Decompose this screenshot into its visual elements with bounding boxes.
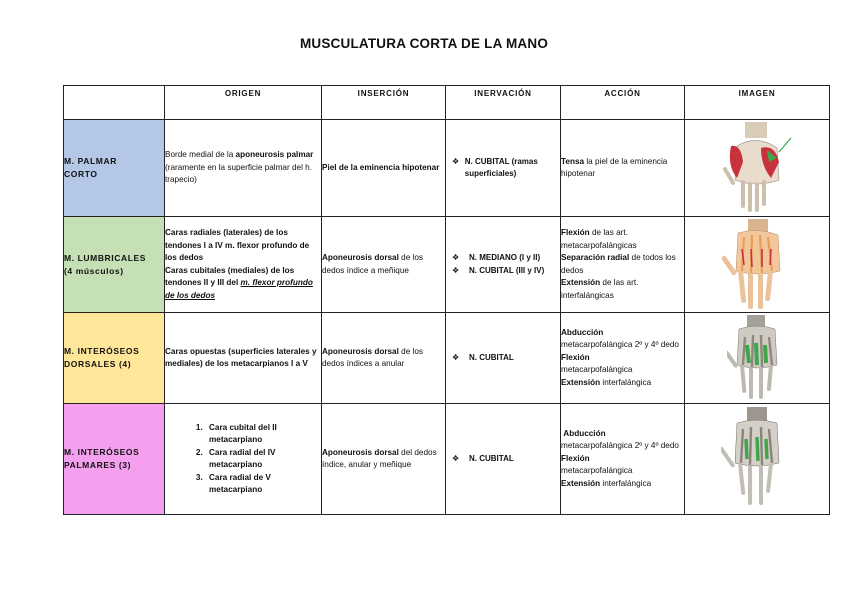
muscle-name: M. INTERÓSEOS — [64, 346, 140, 356]
origin-bold-text: Caras opuestas (superficies laterales y mediales) de los metacarpianos I a V — [165, 346, 317, 368]
action-bold-text: Abducción — [561, 327, 604, 337]
action-text-3: interfalángica — [600, 478, 652, 488]
nerve-item — [452, 252, 560, 265]
action-bold-text: Flexión — [561, 228, 590, 237]
list-item: 3. Cara radial de V metacarpiano — [205, 472, 321, 497]
origin-bold-text-2: Caras cubitales (mediales) de los tendones II y III del — [165, 265, 295, 287]
table-row — [64, 217, 830, 313]
action-text-3: de las art. interfalángicas — [561, 278, 639, 300]
muscle-name-sub: DORSALES (4) — [64, 359, 132, 369]
hand-palmar-brevis-icon — [717, 122, 797, 214]
list-item: 2. Cara radial del IV metacarpiano — [205, 447, 321, 472]
muscle-name-cell — [64, 120, 165, 217]
hand-lumbricals-icon — [722, 219, 792, 311]
nerve-text: N. CUBITAL — [469, 453, 514, 463]
muscle-name-sub: PALMARES (3) — [64, 460, 132, 470]
header-row — [64, 86, 830, 120]
hand-dorsal-interossei-icon — [727, 315, 787, 401]
action-text: metacarpofalángica 2º y 4º dedo — [561, 340, 679, 350]
action-bold-text-3: Extensión — [561, 478, 601, 488]
origin-bold-text: Caras radiales (laterales) de los tendones I a IV m. flexor profundo de los dedos — [165, 228, 310, 262]
insertion-text: de los dedos índices a anular — [322, 346, 424, 368]
action-text: la piel de la eminencia hipotenar — [561, 156, 668, 178]
diamond-bullet-icon: ❖ — [452, 352, 460, 362]
diamond-bullet-icon: ❖ — [452, 156, 460, 166]
nerve-cell — [446, 217, 561, 313]
origin-cell — [165, 120, 322, 217]
action-text: metacarpofalángica 2º y 4º dedo — [561, 441, 679, 451]
action-text-3: interfalángica — [600, 377, 652, 387]
nerve-text: N. CUBITAL (ramas superficiales) — [464, 156, 538, 178]
image-cell — [685, 313, 830, 404]
table-row — [64, 313, 830, 404]
insertion-cell — [322, 217, 446, 313]
action-bold-text-2: Flexión — [561, 352, 590, 362]
insertion-bold-text: Aponeurosis dorsal — [322, 447, 399, 457]
header-accion: ACCIÓN — [561, 86, 685, 120]
insertion-bold-text: Piel de la eminencia hipotenar — [322, 162, 440, 172]
page-title: MUSCULATURA CORTA DE LA MANO — [299, 36, 549, 51]
header-insercion: INSERCIÓN — [322, 86, 446, 120]
image-cell — [685, 120, 830, 217]
header-empty-cell — [64, 86, 165, 120]
muscle-name: M. PALMAR CORTO — [64, 156, 117, 179]
action-text-2: de todos los dedos — [561, 253, 676, 275]
action-cell — [561, 404, 685, 515]
nerve-text: N. CUBITAL (III y IV) — [469, 265, 545, 275]
nerve-cell — [446, 120, 561, 217]
insertion-cell — [322, 313, 446, 404]
image-cell — [685, 404, 830, 515]
action-bold-text: Abducción — [563, 428, 606, 438]
nerve-item — [452, 352, 560, 365]
origin-underlined-text: m. flexor profundo de los dedos — [165, 278, 313, 300]
nerve-item — [452, 265, 560, 278]
hand-palmar-interossei-icon — [721, 407, 793, 511]
muscle-name-cell — [64, 313, 165, 404]
origin-cell — [165, 217, 322, 313]
table-row — [64, 404, 830, 515]
insertion-bold-text: Aponeurosis dorsal — [322, 346, 399, 356]
action-text: de las art. metacarpofalángicas — [561, 228, 637, 250]
insertion-cell — [322, 404, 446, 515]
image-cell — [685, 217, 830, 313]
insertion-text: del dedos índice, anular y meñique — [322, 447, 437, 469]
insertion-text: de los dedos índice a meñique — [322, 253, 424, 275]
nerve-item — [452, 156, 560, 181]
muscle-table — [63, 85, 830, 515]
nerve-cell — [446, 313, 561, 404]
muscle-name-sub: (4 músculos) — [64, 265, 124, 276]
muscle-name: M. INTERÓSEOS — [64, 447, 140, 457]
nerve-cell — [446, 404, 561, 515]
origin-cell — [165, 313, 322, 404]
diamond-bullet-icon: ❖ — [452, 453, 460, 463]
insertion-cell — [322, 120, 446, 217]
nerve-text: N. MEDIANO (I y II) — [469, 253, 541, 262]
nerve-item — [452, 453, 560, 466]
origin-bold-text: aponeurosis palmar — [235, 150, 314, 160]
action-cell — [561, 217, 685, 313]
action-bold-text-3: Extensión — [561, 377, 601, 387]
action-bold-text: Tensa — [561, 156, 585, 166]
header-inervacion: INERVACIÓN — [446, 86, 561, 120]
muscle-name-cell — [64, 217, 165, 313]
diamond-bullet-icon: ❖ — [452, 265, 460, 275]
insertion-bold-text: Aponeurosis dorsal — [322, 253, 399, 262]
origin-list — [165, 422, 321, 497]
action-text-2: metacarpofalángica — [561, 365, 633, 375]
diamond-bullet-icon: ❖ — [452, 253, 460, 262]
muscle-name-cell — [64, 404, 165, 515]
list-item: 1. Cara cubital del II metacarpiano — [205, 422, 321, 447]
action-bold-text-2: Separación radial — [561, 253, 630, 262]
muscle-name: M. LUMBRICALES — [64, 252, 147, 263]
origin-text-rest: (raramente en la superficie palmar del h. trapecio) — [165, 162, 312, 185]
header-origen: ORIGEN — [165, 86, 322, 120]
nerve-text: N. CUBITAL — [469, 352, 514, 362]
origin-text: Borde medial de la — [165, 150, 236, 160]
action-cell — [561, 313, 685, 404]
action-text-2: metacarpofalángica — [561, 466, 633, 476]
origin-cell — [165, 404, 322, 515]
action-bold-text-2: Flexión — [561, 453, 590, 463]
header-imagen: IMAGEN — [685, 86, 830, 120]
action-cell — [561, 120, 685, 217]
action-bold-text-3: Extensión — [561, 278, 601, 287]
table-row — [64, 120, 830, 217]
